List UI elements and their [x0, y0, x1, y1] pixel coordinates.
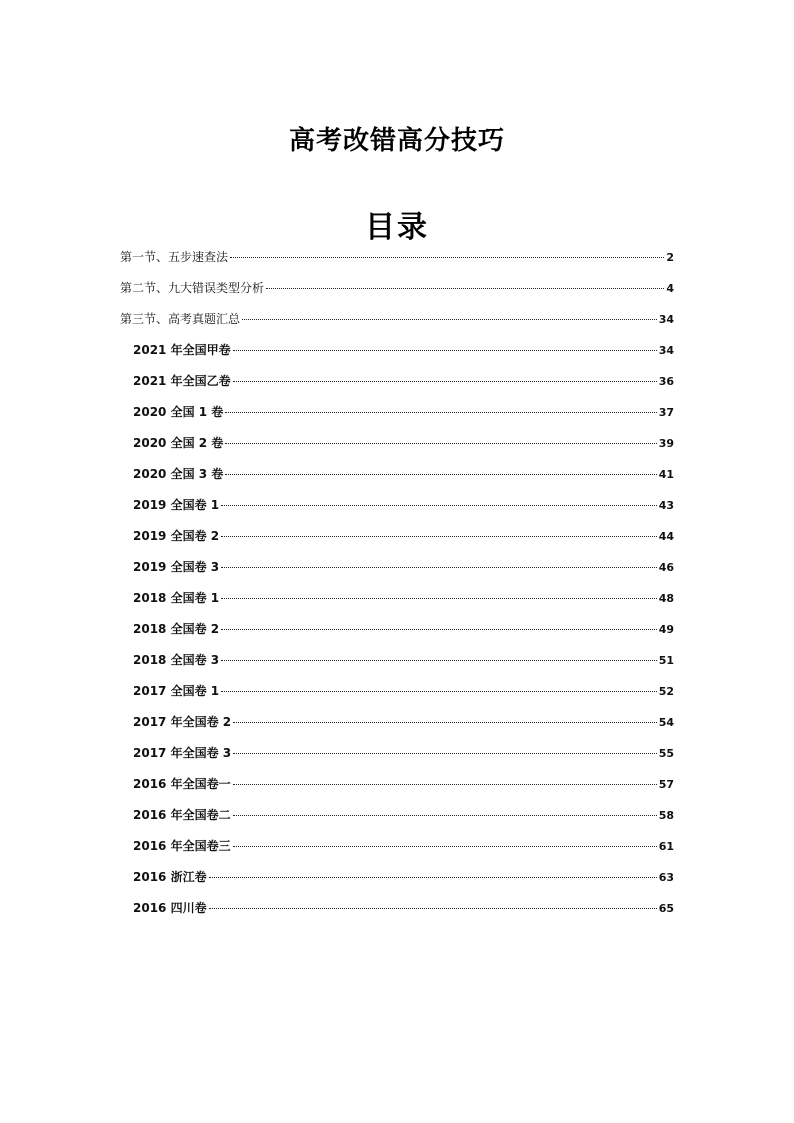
toc-dot-leader	[221, 536, 657, 537]
toc-entry-page: 46	[658, 561, 674, 574]
toc-entry[interactable]	[120, 837, 674, 868]
toc-entry-label: 第三节、高考真题汇总	[120, 312, 241, 326]
toc-dot-leader	[233, 815, 657, 816]
toc-entry-label: 2016 年全国卷三	[133, 839, 231, 853]
toc-entry-page: 65	[658, 902, 674, 915]
toc-entry[interactable]	[120, 713, 674, 744]
toc-entry[interactable]	[120, 403, 674, 434]
toc-entry-label: 2018 全国卷 3	[133, 653, 220, 667]
toc-dot-leader	[266, 288, 664, 289]
toc-dot-leader	[221, 691, 657, 692]
toc-entry-label: 2020 全国 2 卷	[133, 436, 224, 450]
toc-dot-leader	[225, 412, 656, 413]
toc-entry-label: 2016 浙江卷	[133, 870, 207, 884]
toc-dot-leader	[230, 257, 664, 258]
toc-entry-page: 4	[666, 282, 674, 295]
toc-entry-page: 54	[658, 716, 674, 729]
toc-entry-page: 63	[658, 871, 674, 884]
toc-entry-label: 第二节、九大错误类型分析	[120, 281, 265, 295]
toc-entry-page: 43	[658, 499, 674, 512]
toc-entry-page: 34	[658, 344, 674, 357]
toc-entry[interactable]	[120, 341, 674, 372]
toc-entry-label: 2018 全国卷 2	[133, 622, 220, 636]
toc-entry[interactable]	[120, 558, 674, 589]
toc-dot-leader	[242, 319, 657, 320]
toc-dot-leader	[233, 753, 657, 754]
toc-dot-leader	[233, 784, 657, 785]
toc-entry-page: 52	[658, 685, 674, 698]
toc-entry-label: 2021 年全国甲卷	[133, 343, 231, 357]
toc-entry-page: 2	[666, 251, 674, 264]
toc-entry-label: 2016 年全国卷二	[133, 808, 231, 822]
toc-entry-page: 49	[658, 623, 674, 636]
toc-entry-label: 2017 年全国卷 2	[133, 715, 232, 729]
document-title: 高考改错高分技巧	[288, 126, 505, 156]
toc-entry-label: 2017 年全国卷 3	[133, 746, 232, 760]
toc-entry-label: 第一节、五步速查法	[120, 250, 229, 264]
toc-entry-label: 2019 全国卷 2	[133, 529, 220, 543]
toc-dot-leader	[221, 598, 657, 599]
table-of-contents	[120, 248, 674, 930]
toc-dot-leader	[233, 381, 657, 382]
toc-entry-label: 2020 全国 1 卷	[133, 405, 224, 419]
toc-entry[interactable]	[120, 434, 674, 465]
toc-entry-page: 57	[658, 778, 674, 791]
toc-entry[interactable]	[120, 775, 674, 806]
toc-entry[interactable]	[120, 527, 674, 558]
toc-entry-label: 2016 年全国卷一	[133, 777, 231, 791]
toc-dot-leader	[225, 443, 656, 444]
toc-entry[interactable]	[120, 372, 674, 403]
toc-entry-label: 2019 全国卷 3	[133, 560, 220, 574]
toc-entry-page: 55	[658, 747, 674, 760]
toc-entry[interactable]	[120, 496, 674, 527]
toc-entry[interactable]	[120, 465, 674, 496]
toc-entry-page: 39	[658, 437, 674, 450]
toc-entry-label: 2020 全国 3 卷	[133, 467, 224, 481]
toc-dot-leader	[225, 474, 656, 475]
toc-entry-page: 61	[658, 840, 674, 853]
toc-entry[interactable]	[120, 279, 674, 310]
toc-dot-leader	[233, 350, 657, 351]
toc-entry[interactable]	[120, 682, 674, 713]
toc-dot-leader	[209, 877, 657, 878]
toc-entry-page: 37	[658, 406, 674, 419]
toc-dot-leader	[233, 846, 657, 847]
toc-entry[interactable]	[120, 868, 674, 899]
toc-entry-label: 2016 四川卷	[133, 901, 207, 915]
toc-dot-leader	[221, 567, 657, 568]
toc-entry[interactable]	[120, 310, 674, 341]
toc-dot-leader	[221, 505, 657, 506]
toc-dot-leader	[233, 722, 657, 723]
toc-heading: 目录	[365, 210, 429, 245]
toc-entry[interactable]	[120, 589, 674, 620]
toc-dot-leader	[221, 660, 657, 661]
toc-dot-leader	[221, 629, 657, 630]
toc-entry-label: 2017 全国卷 1	[133, 684, 220, 698]
toc-entry[interactable]	[120, 744, 674, 775]
toc-entry-page: 44	[658, 530, 674, 543]
toc-entry[interactable]	[120, 899, 674, 930]
toc-entry-page: 34	[658, 313, 674, 326]
toc-entry[interactable]	[120, 806, 674, 837]
toc-entry-label: 2021 年全国乙卷	[133, 374, 231, 388]
toc-entry-label: 2019 全国卷 1	[133, 498, 220, 512]
toc-entry[interactable]	[120, 620, 674, 651]
toc-entry[interactable]	[120, 248, 674, 279]
toc-entry-page: 48	[658, 592, 674, 605]
toc-entry-label: 2018 全国卷 1	[133, 591, 220, 605]
toc-entry[interactable]	[120, 651, 674, 682]
toc-entry-page: 58	[658, 809, 674, 822]
toc-entry-page: 36	[658, 375, 674, 388]
toc-entry-page: 41	[658, 468, 674, 481]
toc-dot-leader	[209, 908, 657, 909]
toc-entry-page: 51	[658, 654, 674, 667]
